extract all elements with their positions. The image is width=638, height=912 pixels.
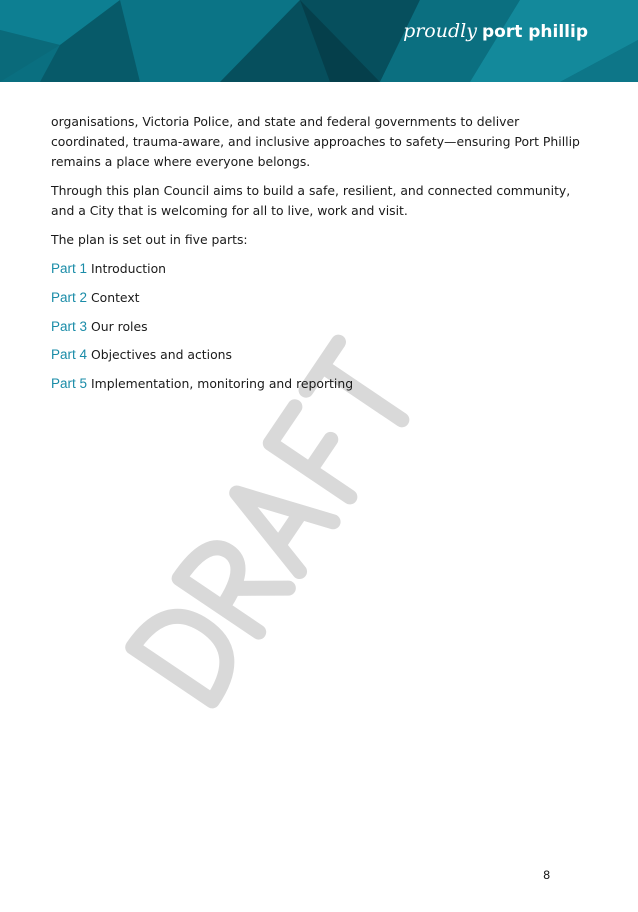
list-item-part-5 — [51, 374, 596, 394]
paragraph-plan-parts-intro: The plan is set out in five parts: — [51, 232, 248, 247]
paragraph-safety-approach: organisations, Victoria Police, and state and federal governments to deliver coordinated, trauma-aware, and inclusive approaches to safety—ensuring Port Phillip remains a place where everyone belongs. — [51, 114, 580, 169]
part-title: Implementation, monitoring and reporting — [90, 376, 354, 392]
part-title: Context — [90, 289, 140, 305]
list-item-part-3 — [51, 317, 596, 337]
part-number-label: Part 2 — [51, 289, 88, 305]
part-title: Our roles — [90, 318, 148, 334]
part-title: Introduction — [90, 261, 167, 276]
list-item-part-1 — [51, 259, 596, 279]
main-content — [51, 112, 596, 403]
logo-script-text: proudly — [403, 20, 477, 42]
part-number-label: Part 4 — [51, 347, 88, 363]
list-item-part-4 — [51, 345, 596, 365]
part-number-label: Part 3 — [51, 318, 88, 334]
logo-name-text: port phillip — [481, 22, 588, 42]
page-number: 8 — [543, 868, 551, 882]
list-item-part-2 — [51, 288, 596, 308]
page-header-banner — [0, 0, 638, 82]
part-title: Objectives and actions — [90, 347, 232, 363]
part-number-label: Part 1 — [51, 261, 88, 276]
paragraph-plan-aims: Through this plan Council aims to build a safe, resilient, and connected community, and a City that is welcoming for all to live, work and visit. — [51, 183, 571, 218]
part-number-label: Part 5 — [51, 376, 88, 392]
plan-parts-list — [51, 259, 596, 394]
proudly-port-phillip-logo — [403, 20, 588, 42]
